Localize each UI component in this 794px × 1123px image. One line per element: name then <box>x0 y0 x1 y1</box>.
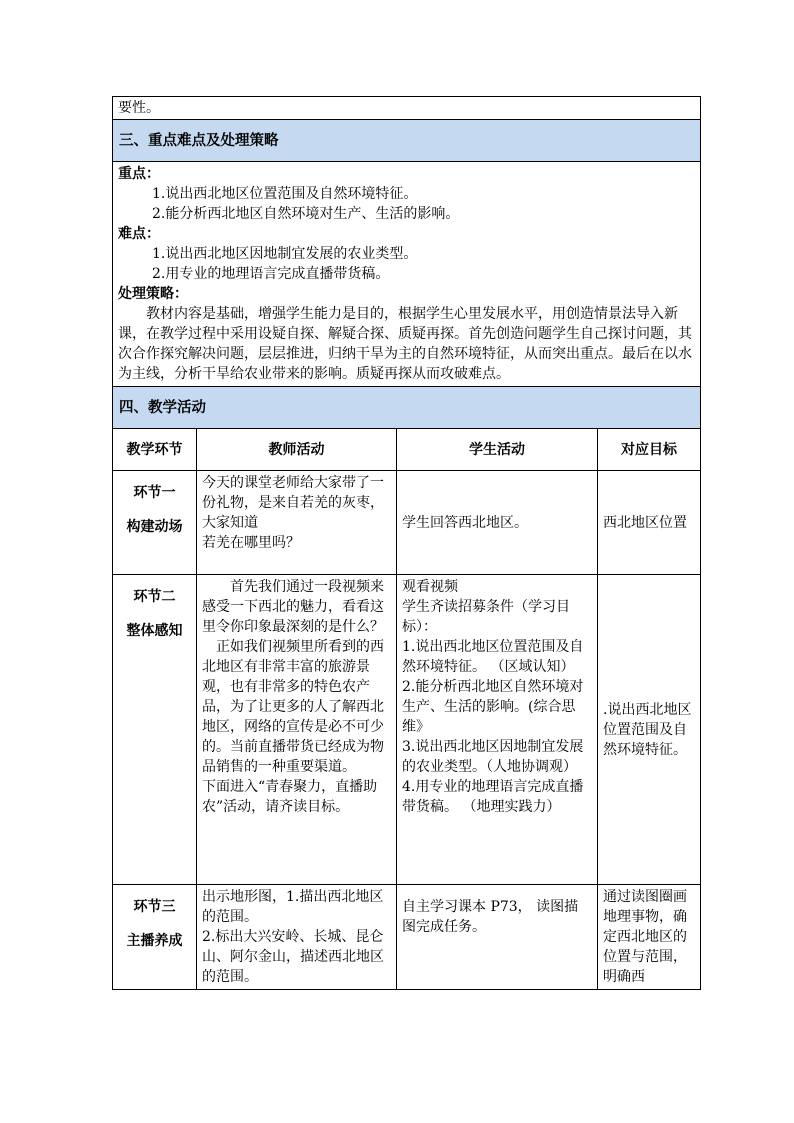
student-activity-text: 观看视频 <box>402 579 458 595</box>
activity-column-headers <box>113 429 701 471</box>
key-point-item: 1.说出西北地区位置范围及自然环境特征。 <box>152 186 418 202</box>
student-activity-cell <box>397 471 598 575</box>
student-activity-text: 4.用专业的地理语言完成直播带货稿。 （地理实践力） <box>402 779 584 815</box>
difficult-point-item: 1.说出西北地区因地制宜发展的农业类型。 <box>152 246 418 262</box>
teacher-activity-cell <box>197 471 397 575</box>
teacher-activity-text: 正如我们视频里所看到的西北地区有非常丰富的旅游景观，也有非常多的特色农产品，为了让更多的人了解西北地区，网络的宣传是必不可少的。当前直播带货已经成为物品销售的一种重要渠道。 <box>202 639 384 775</box>
goal-text: .说出西北地区位置范围及自然环境特征。 <box>603 701 692 758</box>
section4-header-row <box>113 387 701 429</box>
section3-header-row <box>113 120 701 162</box>
teacher-activity-cell <box>197 575 397 885</box>
stage-name: 构建动场 <box>126 519 183 535</box>
goal-cell <box>598 885 701 990</box>
teacher-activity-text: 下面进入“青春聚力，直播助农”活动，请齐读目标。 <box>202 779 378 815</box>
column-header-teacher: 教师活动 <box>197 429 397 471</box>
student-activity-cell <box>397 885 598 990</box>
difficult-point-item: 2.用专业的地理语言完成直播带货稿。 <box>152 266 390 282</box>
stage-cell <box>113 575 197 885</box>
section-tail-row <box>113 97 701 120</box>
document-page <box>112 96 700 990</box>
activity-row-3 <box>113 885 701 990</box>
teacher-activity-text: 首先我们通过一段视频来感受一下西北的魅力，看看这里令你印象最深刻的是什么？ <box>202 579 384 635</box>
column-header-stage: 教学环节 <box>113 429 197 471</box>
goal-text: 通过读图圈画地理事物，确定西北地区的位置与范围，明确西 <box>603 889 687 985</box>
stage-number: 环节一 <box>133 485 176 501</box>
student-activity-text: 学生齐读招募条件（学习目标）： <box>402 599 570 635</box>
student-activity-text: 学生回答西北地区。 <box>402 514 528 531</box>
teacher-activity-text: 出示地形图，1.描出西北地区的范围。 <box>202 889 384 925</box>
strategy-text: 教材内容是基础，增强学生能力是目的，根据学生心里发展水平，用创造情景法导入新课，在教学过程中采用设疑自探、解疑合探、质疑再探。首先创造问题学生自己探讨问题，其次合作探究解决问题，层层推进，归纳干旱为主的自然环境特征，从而突出重点。最后在以水为主线，分析干旱给农业带来的影响。质疑再探从而攻破难点。 <box>118 306 692 382</box>
stage-name: 主播养成 <box>126 933 183 949</box>
column-header-goal: 对应目标 <box>598 429 701 471</box>
goal-cell <box>598 575 701 885</box>
student-activity-text: 1.说出西北地区位置范围及自然环境特征。 （区域认知） <box>402 639 584 675</box>
activity-row-1 <box>113 471 701 575</box>
section3-body <box>113 162 701 387</box>
stage-number: 环节三 <box>133 899 176 915</box>
teacher-activity-text: 今天的课堂老师给大家带了一份礼物，是来自若羌的灰枣，大家知道 <box>202 475 384 531</box>
stage-cell <box>113 471 197 575</box>
stage-name: 整体感知 <box>126 623 183 639</box>
section3-body-row <box>113 162 701 387</box>
section-tail-text: 要性。 <box>113 97 701 120</box>
stage-number: 环节二 <box>133 589 176 605</box>
stage-cell <box>113 885 197 990</box>
teacher-activity-text: 若羌在哪里吗？ <box>202 535 300 551</box>
student-activity-text: 3.说出西北地区因地制宜发展的农业类型。（人地协调观） <box>402 739 584 775</box>
column-header-student: 学生活动 <box>397 429 598 471</box>
lesson-plan-table <box>112 96 701 990</box>
activity-row-2 <box>113 575 701 885</box>
student-activity-text: 2.能分析西北地区自然环境对生产、生活的影响。(综合思维》 <box>402 679 584 735</box>
section3-title: 三、重点难点及处理策略 <box>113 120 701 162</box>
strategy-label: 处理策略： <box>118 286 188 302</box>
difficult-points-label: 难点： <box>118 226 160 242</box>
section4-title: 四、教学活动 <box>113 387 701 429</box>
goal-cell <box>598 471 701 575</box>
goal-text: 西北地区位置 <box>603 514 687 531</box>
key-points-label: 重点： <box>118 166 160 182</box>
student-activity-text: 自主学习课本 P73， 读图描图完成任务。 <box>402 899 579 935</box>
key-point-item: 2.能分析西北地区自然环境对生产、生活的影响。 <box>152 206 460 222</box>
teacher-activity-cell <box>197 885 397 990</box>
student-activity-cell <box>397 575 598 885</box>
teacher-activity-text: 2.标出大兴安岭、长城、昆仑山、阿尔金山，描述西北地区的范围。 <box>202 929 384 985</box>
